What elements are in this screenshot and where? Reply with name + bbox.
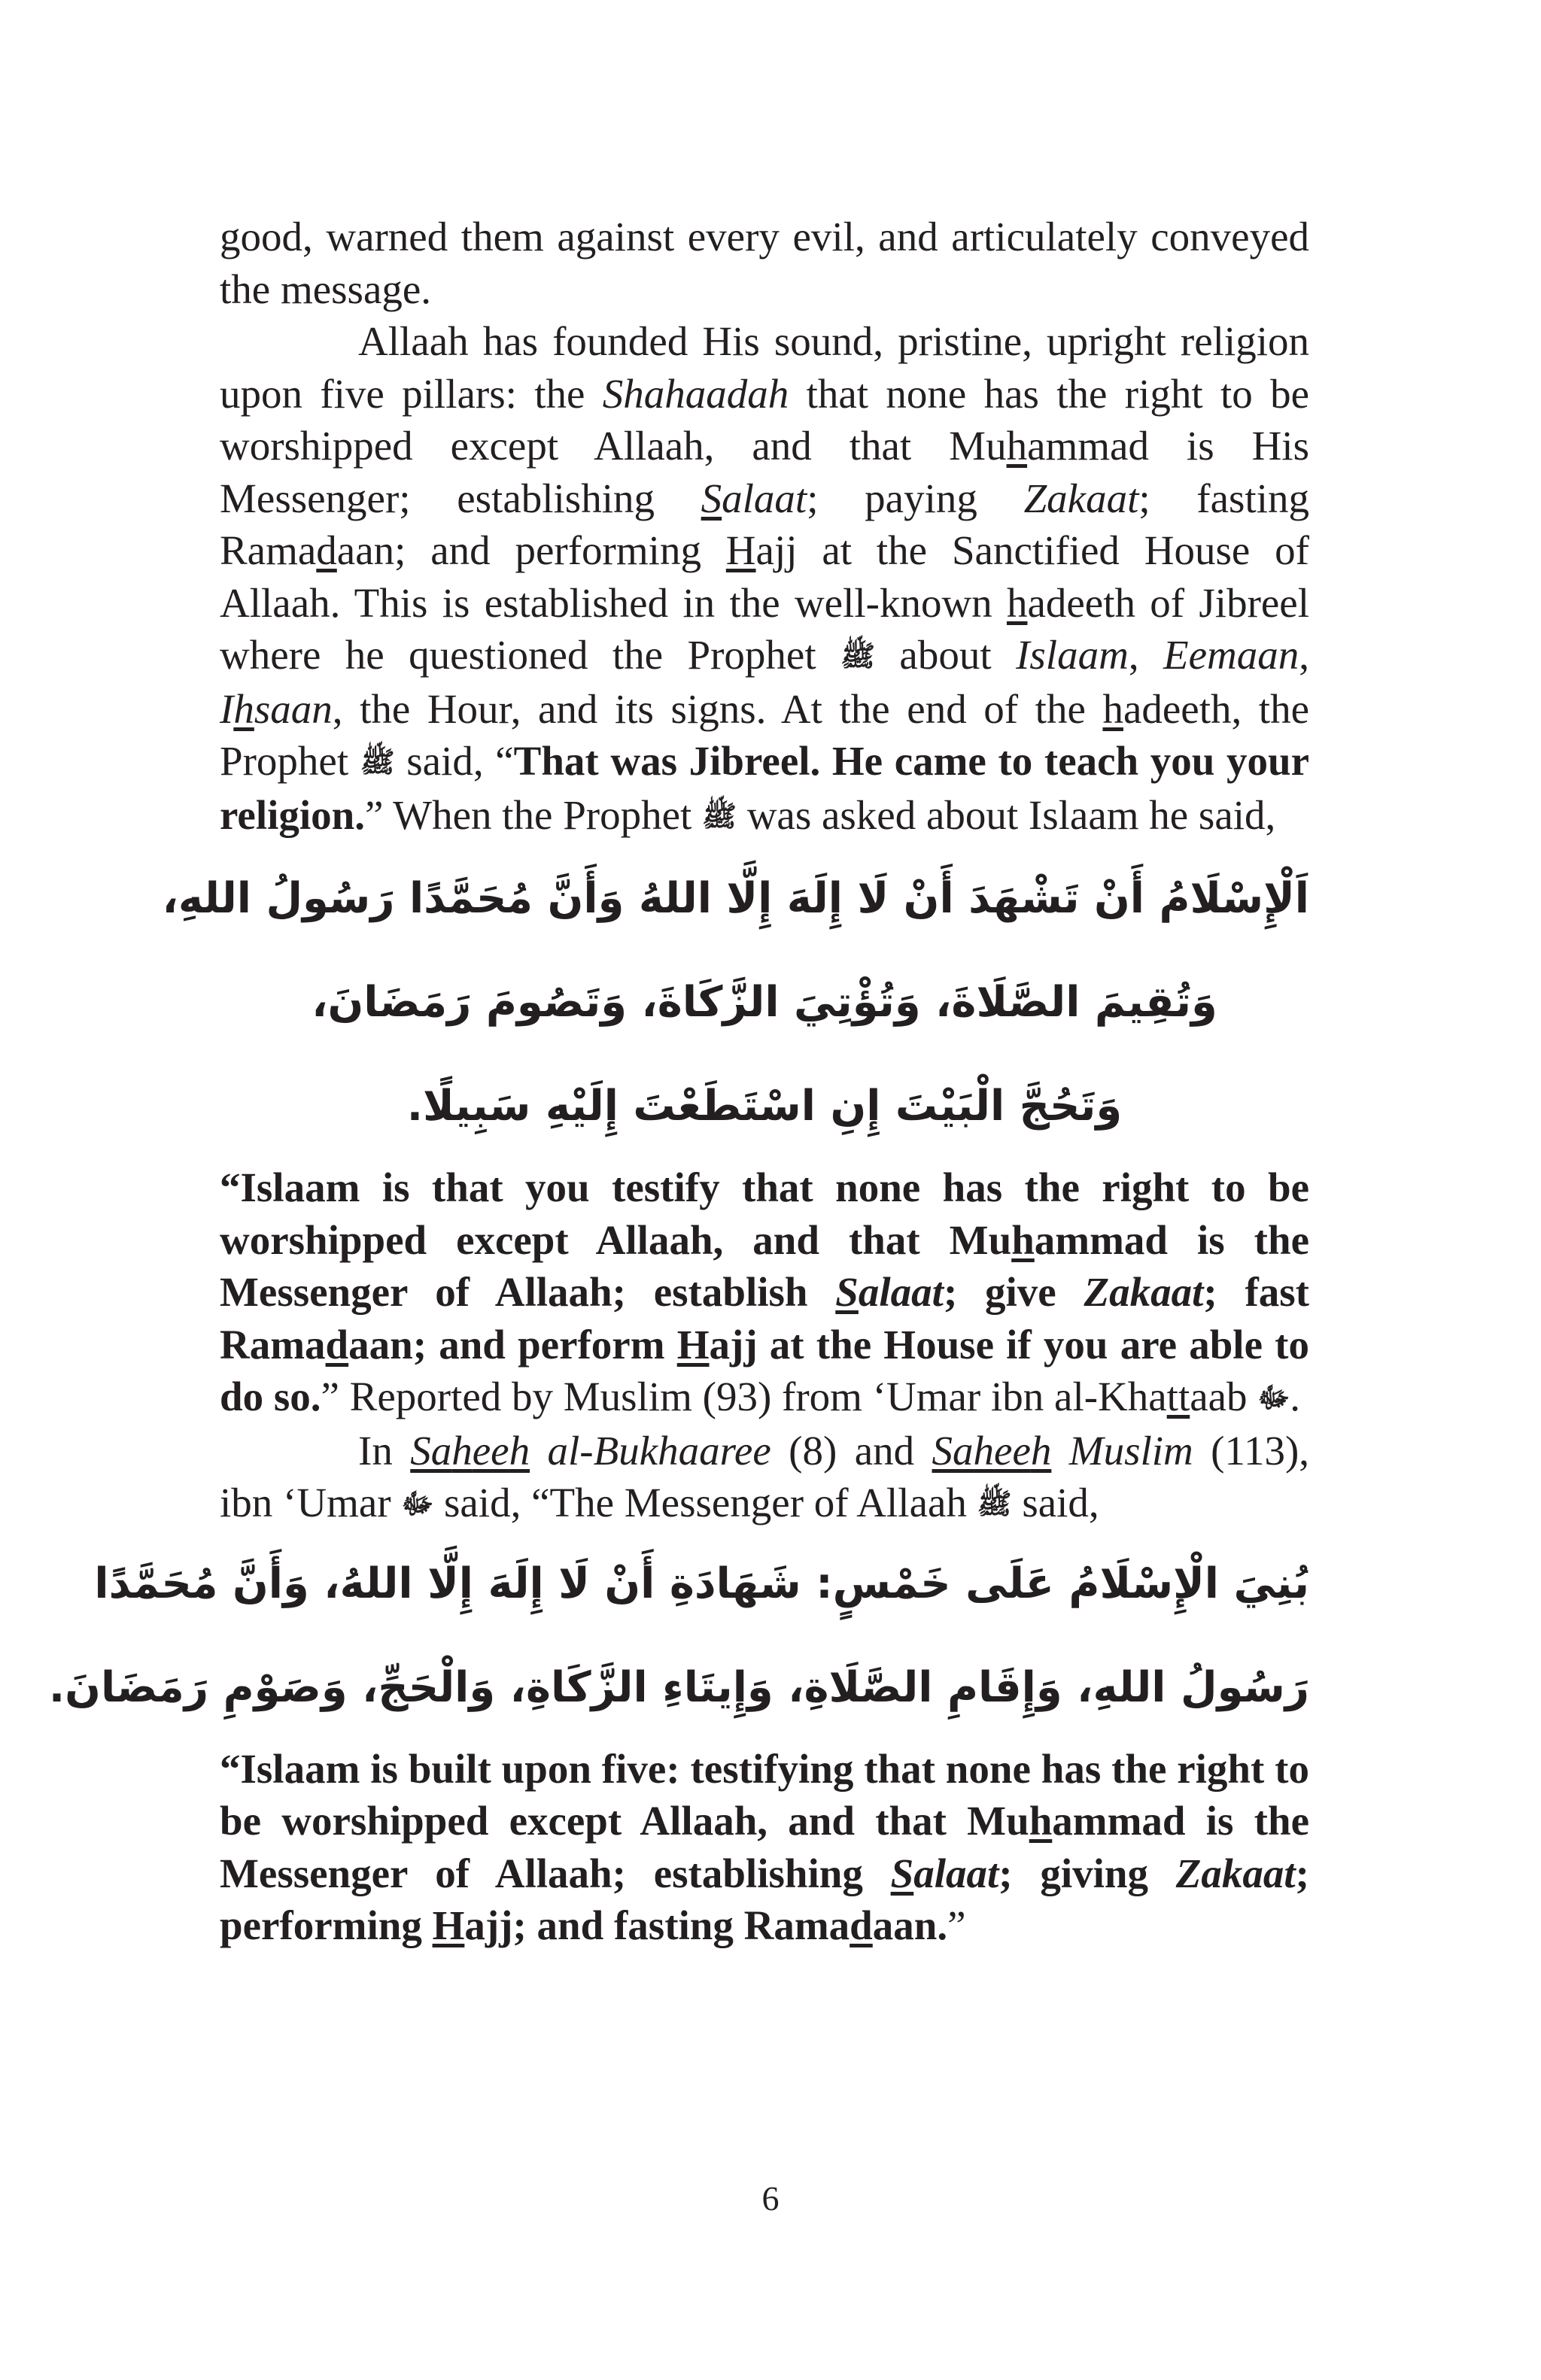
term-shahaadah: Shahaadah <box>602 370 789 417</box>
page-number: 6 <box>761 2179 780 2218</box>
text: (113), ibn ‘Umar <box>220 1427 1310 1525</box>
arabic-line: بُنِيَ الْإِسْلَامُ عَلَى خَمْسٍ: شَهَادَةِ أَنْ لَا إِلَهَ إِلَّا اللهُ، وَأَنَّ مُحَمَّدًا <box>94 1559 1309 1608</box>
citation-text: . <box>1290 1374 1300 1419</box>
arabic-line: وَتُقِيمَ الصَّلَاةَ، وَتُؤْتِيَ الزَّكَاةَ، وَتَصُومَ رَمَضَانَ، <box>312 978 1217 1027</box>
paragraph-translation-1 <box>220 1161 1309 1425</box>
text: , <box>1299 632 1309 678</box>
arabic-hadeeth-five-pillars <box>48 1531 1309 1738</box>
translation-text: aan; and perform <box>348 1321 677 1368</box>
transliteration-mark: H <box>432 1902 465 1948</box>
text: ” When the Prophet <box>365 791 703 838</box>
transliteration-mark: d <box>325 1321 349 1368</box>
text: , <box>1128 632 1164 678</box>
text: adeeth, the Prophet <box>220 685 1309 784</box>
term-salaat: alaat <box>913 1850 999 1896</box>
paragraph-intro-continuation <box>220 211 1309 315</box>
transliteration-mark: h <box>233 685 254 732</box>
transliteration-mark: h <box>1011 1216 1035 1263</box>
transliteration-mark: S <box>835 1269 859 1315</box>
book-title: ee <box>472 1427 509 1474</box>
text: about <box>874 632 1017 678</box>
text: ” <box>947 1902 966 1948</box>
transliteration-mark: h <box>1030 1427 1052 1474</box>
translation-text: aan. <box>872 1902 948 1948</box>
text: adeeth of Jibreel where he questioned the Prophet <box>220 579 1309 678</box>
arabic-line: وَتَحُجَّ الْبَيْتَ إِنِ اسْتَطَعْتَ إِلَيْهِ سَبِيلًا. <box>406 1082 1123 1131</box>
transliteration-mark: d <box>850 1902 873 1948</box>
transliteration-mark: h <box>973 1427 995 1474</box>
hadeeth-quote: That was Jibreel. He came to teach you your religion. <box>220 738 1309 838</box>
text: Allaah has founded His sound, pristine, upright religion upon five pillars: the <box>220 318 1309 417</box>
transliteration-mark: h <box>1102 685 1123 732</box>
transliteration-mark: d <box>316 527 337 573</box>
transliteration-mark: h <box>509 1427 530 1474</box>
arabic-hadeeth-islaam <box>162 845 1309 1157</box>
text: (8) and <box>770 1427 932 1474</box>
translation-text: “Islaam is built upon five: testifying that none has the right to be worshipped except Allaah, and that Mu <box>220 1745 1309 1844</box>
term-salaat: alaat <box>722 475 807 521</box>
transliteration-mark: h <box>1006 423 1028 469</box>
translation-text: ajj; and fasting Rama <box>464 1902 850 1948</box>
text: ; fasting Rama <box>220 475 1309 573</box>
term-eemaan: Eemaan <box>1163 632 1299 678</box>
translation-text: ammad is the Messenger of Allaah; establish <box>220 1216 1309 1315</box>
radiyallahu-anhu-icon: ﷻ <box>1257 1381 1290 1414</box>
term-zakaat: Zakaat <box>1084 1269 1204 1315</box>
term-ihsaan: I <box>220 685 234 732</box>
term-salaat: alaat <box>858 1269 944 1315</box>
book-title: ee <box>994 1427 1031 1474</box>
translation-text: “Islaam is that you testify that none has the right to be worshipped except Allaah, and that Mu <box>220 1164 1309 1263</box>
translation-text: ajj at the House if you are able to do so. <box>220 1321 1309 1419</box>
transliteration-mark: h <box>451 1427 473 1474</box>
text: good, warned them against every evil, and articulately conveyed the message. <box>220 214 1309 312</box>
radiyallahu-anhu-icon: ﷻ <box>401 1487 434 1520</box>
transliteration-mark: S <box>890 1850 914 1896</box>
transliteration-mark: Sa <box>410 1427 452 1474</box>
text: ; paying <box>807 475 1024 521</box>
translation-text: ; giving <box>998 1850 1176 1896</box>
salla-allahu-alayhi-wa-sallam-icon: ﷺ <box>840 639 875 672</box>
paragraph-five-pillars <box>220 315 1309 842</box>
salla-allahu-alayhi-wa-sallam-icon: ﷺ <box>977 1487 1012 1520</box>
text: said, “ <box>394 738 514 784</box>
transliteration-mark: h <box>1006 579 1028 626</box>
text: aan; and performing <box>336 527 726 573</box>
text: ammad is His Messenger; establishing <box>220 423 1309 521</box>
transliteration-mark: Sa <box>932 1427 974 1474</box>
text: ajj at the Sanctified House of Allaah. This is established in the well-known <box>220 527 1309 626</box>
text: , the Hour, and its signs. At the end of the <box>332 685 1103 732</box>
salla-allahu-alayhi-wa-sallam-icon: ﷺ <box>702 799 737 833</box>
transliteration-mark: S <box>701 475 722 521</box>
text: In <box>358 1427 411 1474</box>
citation-text: aab <box>1190 1374 1258 1419</box>
term-zakaat: Zakaat <box>1175 1850 1296 1896</box>
translation-text: ; give <box>943 1269 1084 1315</box>
book-title: al-Bukhaaree <box>530 1427 771 1474</box>
text: that none has the right to be worshipped except Allaah, and that Mu <box>220 370 1309 469</box>
paragraph-translation-2 <box>220 1743 1309 1952</box>
translation-text: ; fast Rama <box>220 1269 1309 1368</box>
page-body <box>48 211 1310 1952</box>
salla-allahu-alayhi-wa-sallam-icon: ﷺ <box>360 745 395 779</box>
transliteration-mark: h <box>1029 1798 1053 1844</box>
term-zakaat: Zakaat <box>1023 475 1139 521</box>
translation-text: ammad is the Messenger of Allaah; establishing <box>220 1798 1309 1896</box>
transliteration-mark: H <box>676 1321 710 1368</box>
term-islaam: Islaam <box>1016 632 1129 678</box>
term-ihsaan: saan <box>254 685 333 732</box>
transliteration-mark: H <box>725 527 756 573</box>
paragraph-bukhaaree-muslim <box>220 1425 1309 1531</box>
text: was asked about Islaam he said, <box>736 791 1276 838</box>
arabic-line: رَسُولُ اللهِ، وَإِقَامِ الصَّلَاةِ، وَإِيتَاءِ الزَّكَاةِ، وَالْحَجِّ، وَصَوْمِ رَمَضَانَ. <box>48 1662 1309 1712</box>
arabic-line: اَلْإِسْلَامُ أَنْ تَشْهَدَ أَنْ لَا إِلَهَ إِلَّا اللهُ وَأَنَّ مُحَمَّدًا رَسُولُ اللهِ، <box>162 874 1309 923</box>
text: said, <box>1011 1480 1099 1525</box>
translation-text: ; performing <box>220 1850 1309 1948</box>
transliteration-mark: tt <box>1166 1374 1190 1419</box>
book-title: Muslim <box>1051 1427 1193 1474</box>
citation-text: ” Reported by Muslim (93) from ‘Umar ibn al-Kha <box>321 1374 1167 1419</box>
text: said, “The Messenger of Allaah <box>433 1480 977 1525</box>
